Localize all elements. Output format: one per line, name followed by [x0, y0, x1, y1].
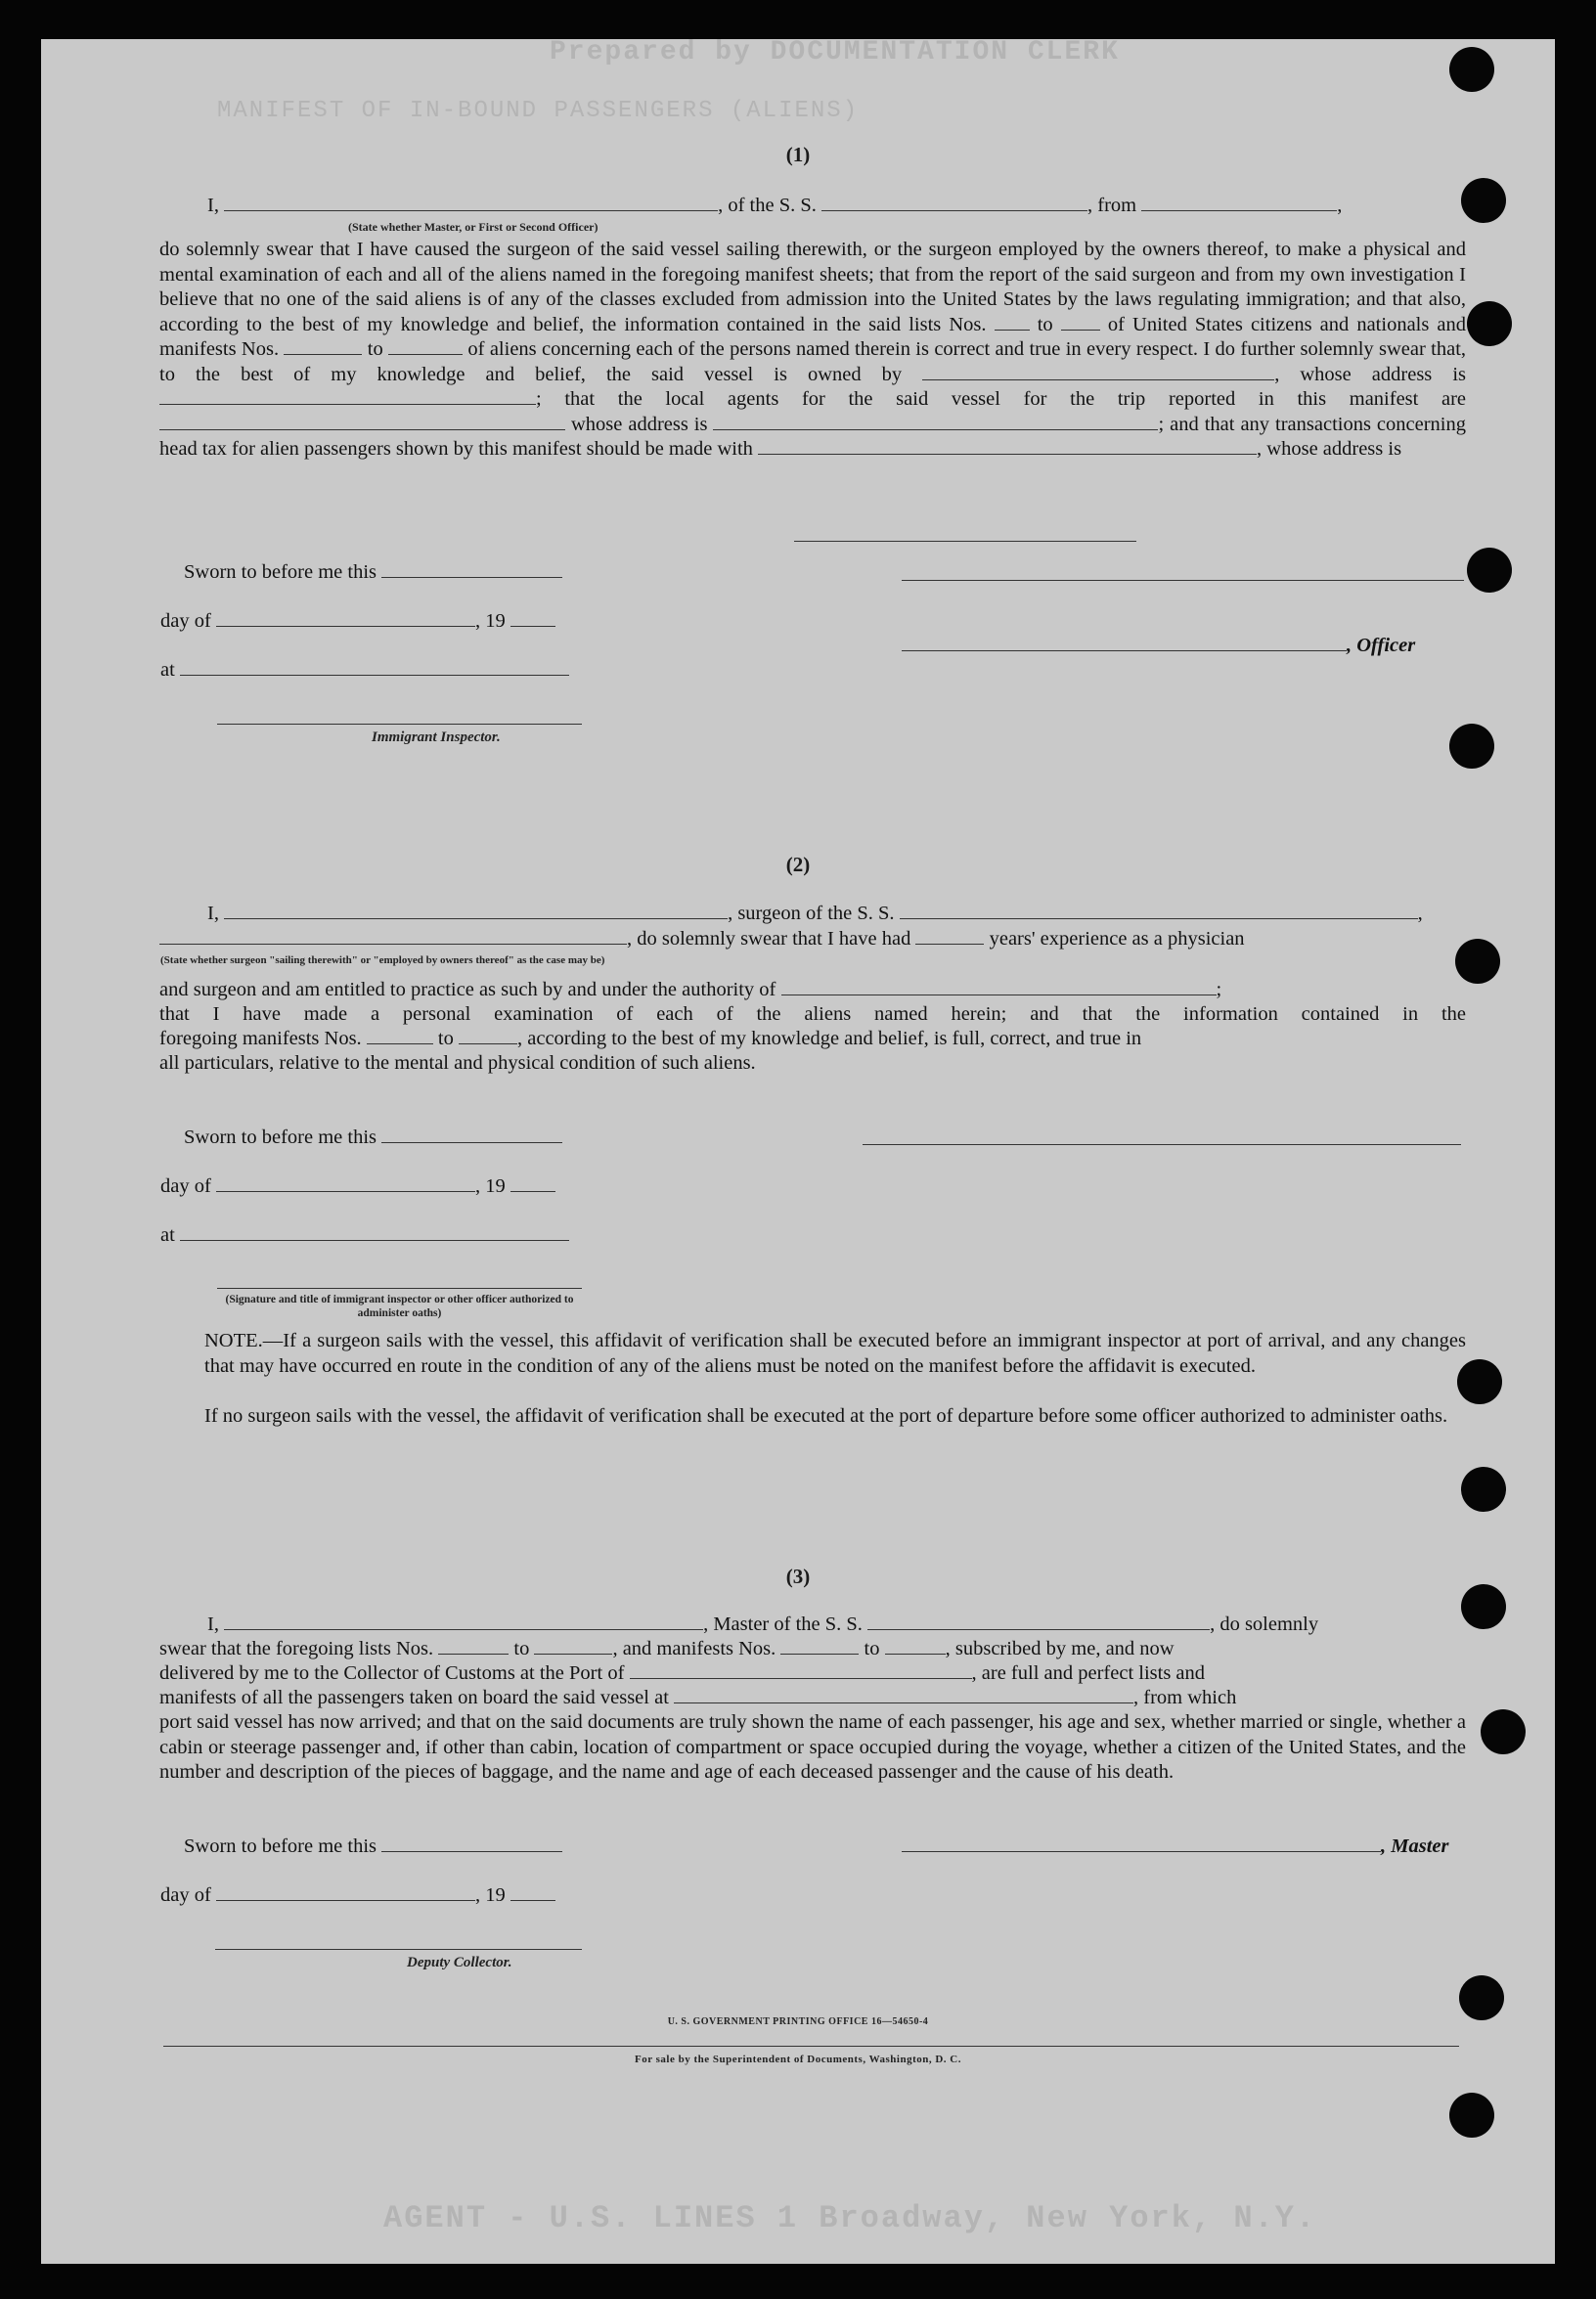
- s3-line2-b: to: [513, 1638, 530, 1659]
- s2-month-blank: [216, 1177, 475, 1192]
- s1-line1-b: , of the S. S.: [718, 195, 817, 216]
- s3-sworn-line: [184, 1835, 562, 1858]
- for-sale-imprint: For sale by the Superintendent of Documents, Washington, D. C.: [634, 2054, 962, 2065]
- s1-para2-d: , whose address is: [1274, 363, 1466, 385]
- s2-line1-c: ,: [1417, 903, 1423, 924]
- s1-line1-a: I,: [207, 195, 219, 216]
- s3-line4-b: , from which: [1133, 1687, 1237, 1708]
- s3-ship-blank: [867, 1615, 1210, 1630]
- binder-hole: [1461, 178, 1506, 223]
- officer-label: , Officer: [1347, 635, 1416, 656]
- s3-day-line: [160, 1883, 555, 1907]
- s2-para2: that I have made a personal examination of each of the aliens named herein; and that the information contained in the: [159, 1003, 1466, 1025]
- s2-day-of: day of: [160, 1175, 211, 1197]
- s2-line2-a: , do solemnly swear that I have had: [627, 928, 911, 950]
- s3-line3-a: delivered by me to the Collector of Customs at the Port of: [159, 1662, 625, 1684]
- section-1-paragraph: [159, 238, 1466, 463]
- footer-rule: [163, 2046, 1459, 2047]
- manifest-no-from-blank: [284, 340, 362, 355]
- s1-line1-d: ,: [1337, 195, 1343, 216]
- local-agents-blank: [159, 416, 565, 430]
- officer-line: [902, 634, 1415, 657]
- departure-port-blank: [1141, 197, 1337, 211]
- s3-line1-b: , Master of the S. S.: [703, 1614, 863, 1635]
- head-tax-contact-blank: [758, 440, 1257, 455]
- owner-blank: [922, 366, 1274, 380]
- s3-embark-port-blank: [674, 1689, 1133, 1703]
- s2-at: at: [160, 1224, 175, 1246]
- s1-para4-a: whose address is: [570, 413, 708, 435]
- surgeon-signature-line: [863, 1144, 1461, 1145]
- s1-month-blank: [216, 612, 475, 627]
- s3-sworn: Sworn to before me this: [184, 1835, 377, 1857]
- s1-at: at: [160, 659, 175, 681]
- master-name-blank: [224, 197, 718, 211]
- section-3-line-3: [159, 1661, 1205, 1685]
- section-2-line-1: [207, 902, 1423, 925]
- s3-line2-d: to: [864, 1638, 880, 1659]
- years-experience-blank: [915, 930, 984, 945]
- s3-sworn-date-blank: [381, 1837, 562, 1852]
- s1-para2-e: ;: [536, 388, 542, 410]
- list-no-to-blank: [1061, 316, 1100, 331]
- s2-year-blank: [510, 1177, 555, 1192]
- s3-list-from-blank: [438, 1640, 509, 1655]
- section-1-number: (1): [785, 143, 811, 166]
- s2-para1-b: ;: [1216, 979, 1222, 1000]
- s2-place-blank: [180, 1226, 569, 1241]
- s2-para1-a: and surgeon and am entitled to practice as such by and under the authority of: [159, 979, 776, 1000]
- s2-manifest-from-blank: [367, 1030, 433, 1044]
- s1-para5-b: , whose address is: [1257, 438, 1402, 460]
- s3-line2-e: , subscribed by me, and now: [945, 1638, 1175, 1659]
- section-3-line-1: [207, 1613, 1318, 1636]
- master-signature-blank: [902, 1837, 1381, 1852]
- binder-hole: [1449, 47, 1494, 92]
- binder-hole: [1449, 2093, 1494, 2138]
- binder-hole: [1459, 1975, 1504, 2020]
- agents-address-blank: [713, 416, 1158, 430]
- s1-at-line: [160, 658, 569, 682]
- section-2-line-2: [159, 927, 1245, 951]
- s2-line2-b: years' experience as a physician: [989, 928, 1245, 950]
- s3-list-to-blank: [534, 1640, 612, 1655]
- master-line: [902, 1835, 1448, 1858]
- s3-line4-a: manifests of all the passengers taken on board the said vessel at: [159, 1687, 669, 1708]
- s2-line1-a: I,: [207, 903, 219, 924]
- s1-day-of: day of: [160, 610, 211, 632]
- s1-sworn-date-blank: [381, 563, 562, 578]
- s1-year-blank: [510, 612, 555, 627]
- s3-month-blank: [216, 1886, 475, 1901]
- inspector-caption: Immigrant Inspector.: [372, 729, 501, 745]
- form-page: [41, 39, 1555, 2264]
- s1-para1: do solemnly swear that I have caused the surgeon of the said vessel sailing therewith, or the surgeon employed by the owners thereof, to make a physical and mental examination of each and all of the aliens named in the foregoing manifest sheets; that from the report of the said surgeon and from my own investigation I believe that no one of the said aliens is of any of the classes excluded from admission into the United States by the laws regulating immigration; and that also, according to the best of my knowledge and belief, the information contained in the said lists Nos.: [159, 239, 1466, 335]
- s1-day-line: [160, 609, 555, 633]
- s3-line2-c: , and manifests Nos.: [612, 1638, 776, 1659]
- officer-signature-blank: [902, 637, 1347, 651]
- section-3-line-2: [159, 1637, 1175, 1660]
- section-3-line-4: [159, 1686, 1236, 1709]
- s1-para2-a: of United States citizens and nationals and manifests Nos.: [159, 313, 1467, 360]
- binder-hole: [1481, 1709, 1526, 1754]
- binder-hole: [1467, 301, 1512, 346]
- s2-day-line: [160, 1174, 555, 1198]
- s3-line1-c: , do solemnly: [1210, 1614, 1319, 1635]
- s2-para1: [159, 978, 1221, 1001]
- s2-line1-b: , surgeon of the S. S.: [728, 903, 895, 924]
- s2-sworn: Sworn to before me this: [184, 1127, 377, 1148]
- s3-line1-a: I,: [207, 1614, 219, 1635]
- surgeon-status-blank: [159, 930, 627, 945]
- s1-place-blank: [180, 661, 569, 676]
- binder-hole: [1461, 1467, 1506, 1512]
- s2-line2-note: (State whether surgeon "sailing therewith" or "employed by owners thereof" as the case may be): [160, 954, 605, 966]
- binder-hole: [1467, 548, 1512, 593]
- s1-year: , 19: [474, 610, 506, 632]
- s2-signature-line: [217, 1288, 582, 1289]
- s3-manifest-to-blank: [885, 1640, 946, 1655]
- ghost-header-2: MANIFEST OF IN-BOUND PASSENGERS (ALIENS): [217, 98, 860, 124]
- collector-caption: Deputy Collector.: [407, 1955, 512, 1970]
- master-label: , Master: [1381, 1835, 1449, 1857]
- s3-paragraph: port said vessel has now arrived; and that on the said documents are truly shown the name of each passenger, his age and sex, whether married or single, whether a cabin or steerage passenger and, if other than cabin, location of compartment or space occupied during the voyage, whether a citizen of the United States, and the number and description of the pieces of baggage, and the name and age of each deceased passenger and the cause of his death.: [159, 1711, 1466, 1783]
- s2-para3: [159, 1027, 1141, 1050]
- s2-sworn-date-blank: [381, 1128, 562, 1143]
- s1-sworn: Sworn to before me this: [184, 561, 377, 583]
- s2-manifest-to-blank: [459, 1030, 517, 1044]
- s2-sworn-line: [184, 1126, 562, 1149]
- binder-hole: [1455, 939, 1500, 984]
- head-tax-address-line: [794, 541, 1136, 542]
- s3-line2-a: swear that the foregoing lists Nos.: [159, 1638, 434, 1659]
- s1-sworn-line: [184, 560, 562, 584]
- section-3-number: (3): [785, 1565, 811, 1588]
- ghost-header-1: Prepared by DOCUMENTATION CLERK: [550, 39, 1120, 67]
- section-2-number: (2): [785, 853, 811, 876]
- note-2: If no surgeon sails with the vessel, the affidavit of verification shall be executed at the port of departure before some officer authorized to administer oaths.: [204, 1405, 1448, 1427]
- s2-year: , 19: [474, 1175, 506, 1197]
- s3-master-blank: [224, 1615, 703, 1630]
- ghost-footer: AGENT - U.S. LINES 1 Broadway, New York, N.Y.: [383, 2200, 1317, 2236]
- gpo-imprint: U. S. GOVERNMENT PRINTING OFFICE 16—54650-4: [667, 2016, 929, 2027]
- s2-at-line: [160, 1223, 569, 1247]
- s3-port-blank: [630, 1664, 972, 1679]
- manifest-no-to-blank: [388, 340, 463, 355]
- note-1: NOTE.—If a surgeon sails with the vessel, this affidavit of verification shall be executed before an immigrant inspector at port of arrival, and any changes that may have occurred en route in the condition of any of the aliens must be noted on the manifest before the affidavit is executed.: [204, 1330, 1466, 1377]
- list-no-from-blank: [995, 316, 1030, 331]
- s2-signature-caption: (Signature and title of immigrant inspector or other officer authorized to administer oaths): [225, 1294, 574, 1319]
- s1-para2-b: to: [367, 338, 383, 360]
- officer-signature-line-1: [902, 580, 1464, 581]
- s2-para3-a: foregoing manifests Nos.: [159, 1028, 362, 1049]
- s1-para2-c: of aliens concerning each of the persons named therein is correct and true in every respect. I do further solemnly swear that, to the best of my knowledge and belief, the said vessel is owned by: [159, 338, 1467, 385]
- s1-para1-to: to: [1037, 313, 1053, 335]
- ship-name-blank: [821, 197, 1087, 211]
- s3-year: , 19: [474, 1884, 506, 1906]
- s3-day-of: day of: [160, 1884, 211, 1906]
- binder-hole: [1449, 724, 1494, 769]
- binder-hole: [1461, 1584, 1506, 1629]
- s1-line1-note: (State whether Master, or First or Second Officer): [348, 220, 598, 234]
- s2-para3-c: , according to the best of my knowledge and belief, is full, correct, and true in: [517, 1028, 1142, 1049]
- s1-para5-a: passengers shown by this manifest should be made with: [303, 438, 753, 460]
- s2-para3-b: to: [437, 1028, 454, 1049]
- section-1-line-1: [207, 194, 1342, 217]
- s1-para3: that the local agents for the said vessel for the trip reported in this manifest are: [564, 388, 1467, 410]
- s1-line1-c: , from: [1087, 195, 1137, 216]
- owner-address-blank: [159, 390, 536, 405]
- collector-signature-line: [215, 1949, 582, 1950]
- s2-ship-blank: [900, 905, 1418, 919]
- s3-year-blank: [510, 1886, 555, 1901]
- inspector-signature-line: [217, 724, 582, 725]
- s1-para4-b: ; and that any transactions concerning head tax for alien: [159, 413, 1466, 460]
- s2-para4: all particulars, relative to the mental and physical condition of such aliens.: [159, 1052, 756, 1074]
- authority-blank: [781, 981, 1217, 995]
- surgeon-name-blank: [224, 905, 728, 919]
- s3-line3-b: , are full and perfect lists and: [971, 1662, 1206, 1684]
- s3-manifest-from-blank: [780, 1640, 859, 1655]
